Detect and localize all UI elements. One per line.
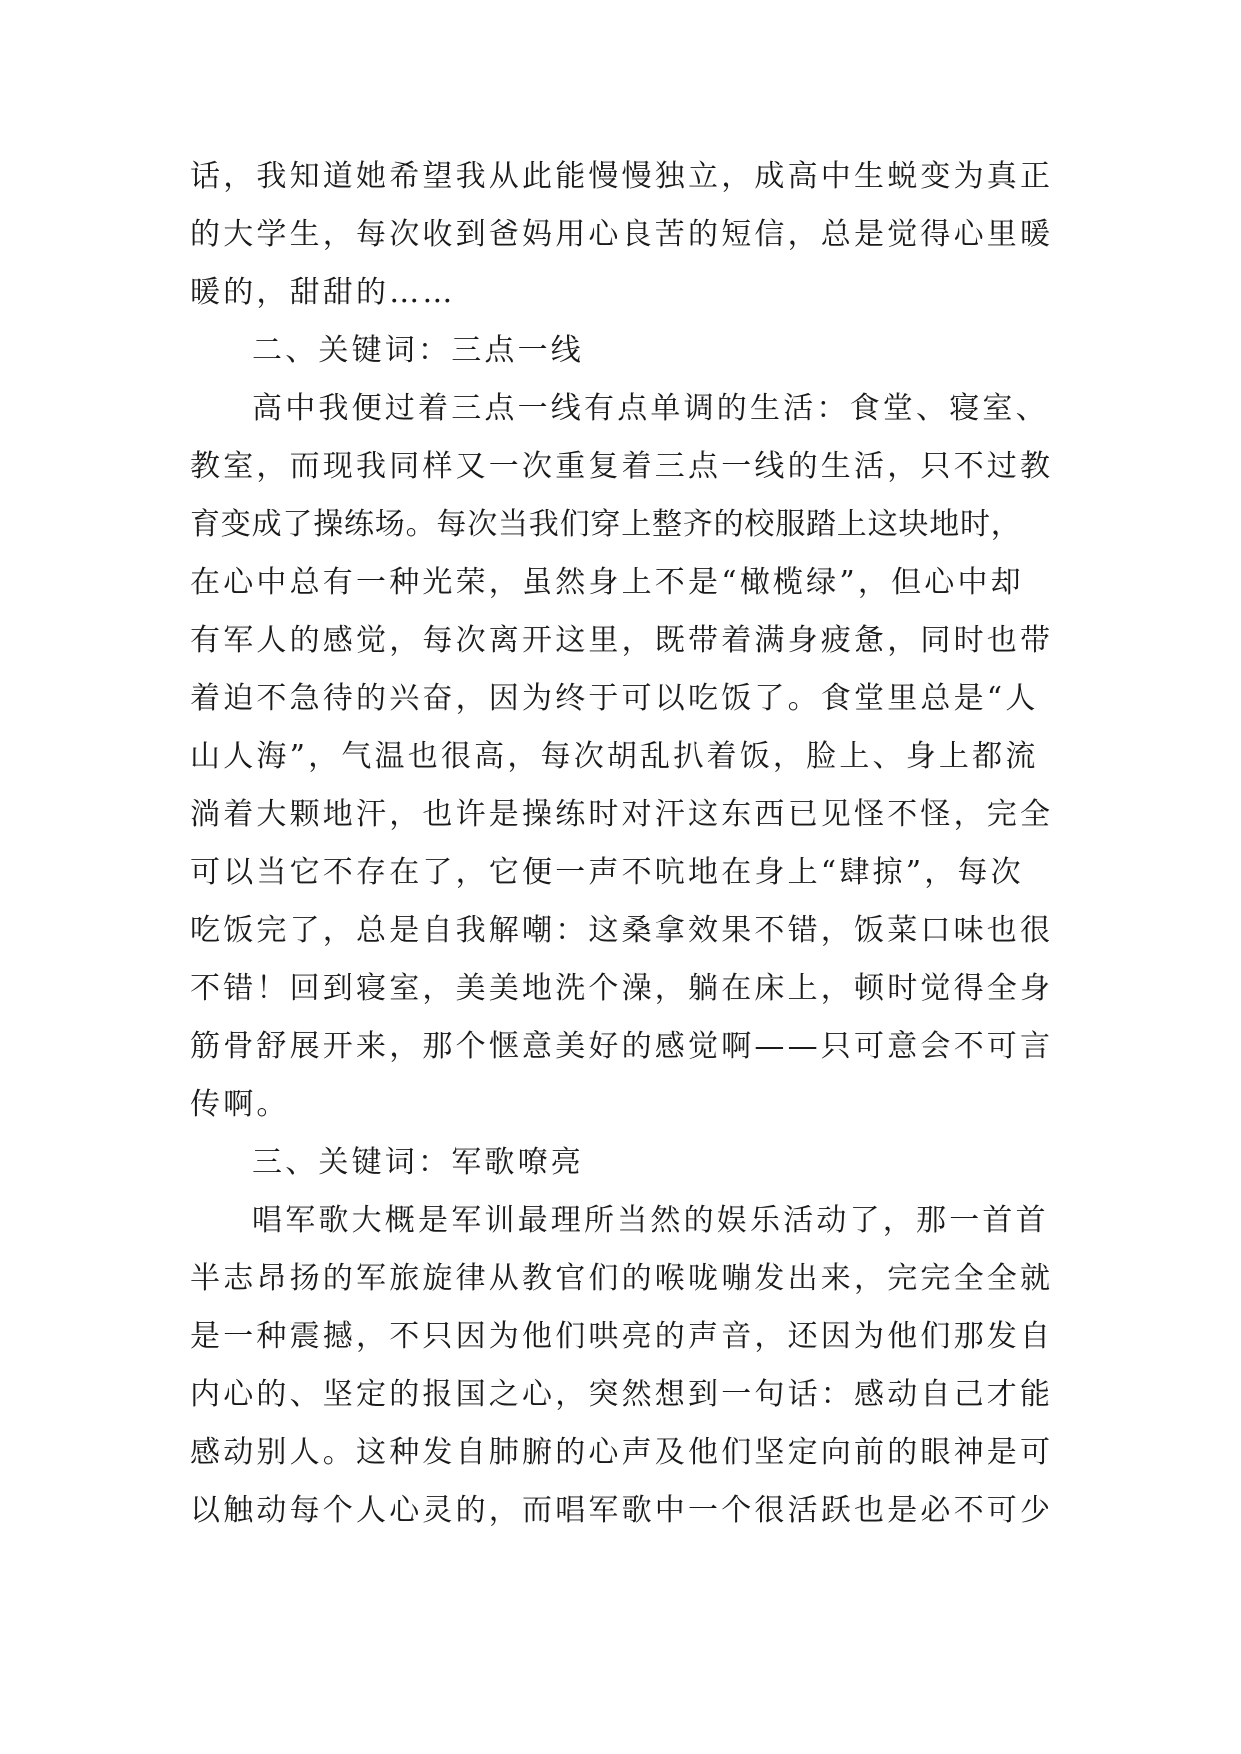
text-line: 以触动每个人心灵的，而唱军歌中一个很活跃也是必不可少 [190, 1493, 1054, 1528]
text-line: 半志昂扬的军旅旋律从教官们的喉咙嘣发出来，完完全全就 [190, 1261, 1054, 1296]
text-line: 唱军歌大概是军训最理所当然的娱乐活动了，那一首首 [252, 1203, 1049, 1238]
document-page [190, 148, 1054, 1540]
text-line: 淌着大颗地汗，也许是操练时对汗这东西已见怪不怪，完全 [190, 797, 1054, 832]
text-line: 有军人的感觉，每次离开这里，既带着满身疲惫，同时也带 [190, 623, 1054, 658]
text-line: 教室，而现我同样又一次重复着三点一线的生活，只不过教 [190, 449, 1054, 484]
text-line: 是一种震撼，不只因为他们哄亮的声音，还因为他们那发自 [190, 1319, 1054, 1354]
text-line: 不错！回到寝室，美美地洗个澡，躺在床上，顿时觉得全身 [190, 971, 1054, 1006]
text-line: 吃饭完了，总是自我解嘲：这桑拿效果不错，饭菜口味也很 [190, 913, 1054, 948]
text-line: 山人海”，气温也很高，每次胡乱扒着饭，脸上、身上都流 [190, 739, 1039, 774]
text-line: 的大学生，每次收到爸妈用心良苦的短信，总是觉得心里暖 [190, 217, 1054, 252]
text-line: 可以当它不存在了，它便一声不吭地在身上“肆掠”，每次 [190, 855, 1024, 890]
section-heading: 二、关键词：三点一线 [252, 333, 584, 368]
text-line: 内心的、坚定的报国之心，突然想到一句话：感动自己才能 [190, 1377, 1054, 1412]
text-line: 传啊。 [190, 1087, 290, 1122]
text-line: 高中我便过着三点一线有点单调的生活：食堂、寝室、 [252, 391, 1049, 426]
text-line: 在心中总有一种光荣，虽然身上不是“橄榄绿”，但心中却 [190, 565, 1024, 600]
text-line: 话，我知道她希望我从此能慢慢独立，成高中生蜕变为真正 [190, 159, 1054, 194]
text-line: 着迫不急待的兴奋，因为终于可以吃饭了。食堂里总是“人 [190, 681, 1039, 716]
text-line: 育变成了操练场。每次当我们穿上整齐的校服踏上这块地时， [190, 507, 1022, 542]
text-line: 筋骨舒展开来，那个惬意美好的感觉啊——只可意会不可言 [190, 1029, 1054, 1064]
text-line: 感动别人。这种发自肺腑的心声及他们坚定向前的眼神是可 [190, 1435, 1054, 1470]
text-line: 暖的，甜甜的…… [190, 275, 456, 310]
section-heading: 三、关键词：军歌嘹亮 [252, 1145, 584, 1180]
